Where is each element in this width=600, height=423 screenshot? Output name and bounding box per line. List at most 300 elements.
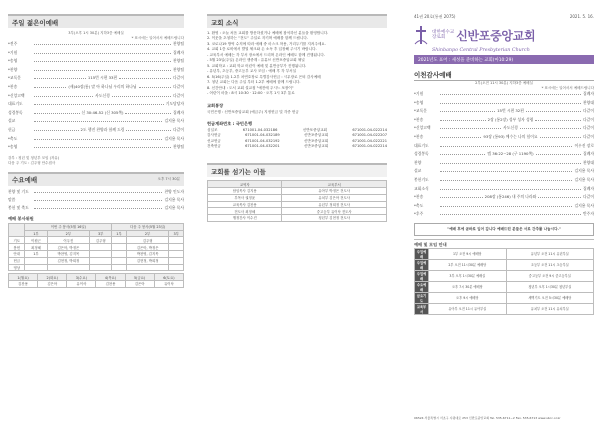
- servants-subhead: 3부: [90, 230, 112, 237]
- staff-row: [208, 215, 387, 222]
- order-dots-left: [34, 128, 79, 131]
- staff-cell: 행정간사 이수진: [208, 215, 282, 222]
- staff-cell: 유아부 박정은 전도사: [282, 187, 387, 194]
- order-row: [414, 203, 594, 212]
- order-label: 성경봉독: [414, 151, 429, 157]
- order-label: *기원: [8, 49, 18, 55]
- logo-prefix-1: 대한예수교: [432, 30, 455, 35]
- order-detail: 93장 (통93) 예수는 나의 힘이요: [483, 133, 538, 139]
- order-dots-left: [440, 135, 481, 138]
- order-leader: 다같이: [582, 116, 594, 122]
- order-leader: 찬양팀: [172, 66, 184, 72]
- servants-cell: [25, 264, 47, 271]
- news-item: 2. 이웃을 초청하는 ''전도'' 주일로 지키며 예배를 함께 드립니다.: [207, 36, 308, 41]
- order-row: [8, 41, 184, 50]
- staff-cell: 부목사 권정윤: [208, 194, 282, 201]
- order-dots-right: [535, 118, 581, 121]
- staff-cell: 중고등부 유이삭 전도사: [282, 208, 387, 215]
- servants-cell: 김주형: [126, 237, 169, 244]
- order-row: [8, 50, 184, 59]
- dept-name: 주일예배: [415, 270, 429, 281]
- order-label: *후주: [414, 211, 424, 217]
- order-detail: 115번 시편 33편: [87, 75, 118, 81]
- servants-cell: [47, 264, 90, 271]
- order-dots-left: [440, 195, 483, 198]
- order-label: 헌금: [8, 126, 16, 132]
- order-label: 성경봉독: [8, 109, 23, 115]
- dept-info-a: 2부 오전 11시30분 예배당: [429, 259, 507, 270]
- servants-role: 안내: [9, 250, 25, 257]
- order-row: [414, 194, 594, 203]
- account-no: 671001-04-032186: [242, 127, 278, 132]
- servants-cell: [169, 237, 184, 244]
- servants-next-week-head: 다음 주 봉사(5월 23일): [112, 223, 184, 230]
- staff-title: 교회를 섬기는 이들: [211, 167, 266, 176]
- order-detail: 사도신경: [95, 92, 110, 98]
- order-leader: 김지용 목사: [164, 118, 184, 124]
- order-row: [414, 108, 594, 117]
- order-row: [414, 100, 594, 109]
- order-leader: 다같이: [582, 194, 594, 200]
- servants-cell: 최정혜: [25, 244, 47, 251]
- account-no2: 671001-04-022214: [352, 127, 387, 132]
- order-row: [414, 186, 594, 195]
- order-label: *송영: [414, 99, 424, 105]
- order-leader: 다같이: [582, 125, 594, 131]
- order-label: 봉헌기도: [414, 176, 429, 182]
- order-label: 말씀: [8, 196, 16, 202]
- order-row: [8, 144, 184, 153]
- dept-row: [415, 270, 594, 281]
- bank-line: 국민은행 : 신반포중앙교회 (예금주) 지정헌금 및 각종 헌금: [207, 109, 299, 114]
- order-leader: 찬양대: [582, 159, 594, 165]
- news-item: 8. 신간안내 : 도서 교회 설교집 "예전에 주시느 포장이": [207, 85, 294, 90]
- order-leader: 찬양대: [582, 99, 594, 105]
- accounts-list: [207, 128, 387, 149]
- servants-cell: 박찬영, 김지목: [47, 250, 90, 257]
- servants-weekly-table: [8, 273, 184, 288]
- account-no2: 671001-04-022214: [352, 143, 387, 148]
- order-row: [414, 143, 594, 152]
- dept-info-a: 1부 오전 9시 예배당: [429, 248, 507, 259]
- order-label: *찬송: [414, 116, 424, 122]
- order-dots-left: [34, 111, 80, 114]
- order-row: [414, 211, 594, 220]
- servants-table: [8, 223, 184, 272]
- servants-role-head: [9, 223, 25, 237]
- order-label: *전주: [8, 41, 18, 46]
- logo-prefix: [432, 30, 454, 40]
- servants-cell: [169, 257, 184, 264]
- order-label: *기원: [414, 91, 424, 96]
- staff-row: [208, 194, 387, 201]
- order-label: *찬양: [8, 66, 18, 72]
- weekly-value: 김은아: [125, 281, 154, 288]
- church-news-list: [207, 31, 387, 97]
- wednesday-service-title: 수요예배: [12, 176, 38, 185]
- dept-name: 교육부서: [415, 303, 429, 314]
- order-row: [414, 160, 594, 169]
- servants-title: 예배 봉사위원: [8, 215, 34, 221]
- servants-cell: 박찬영, 김지목: [126, 250, 169, 257]
- account-name: 건축헌금: [207, 143, 221, 148]
- dept-name: 주일예배: [415, 259, 429, 270]
- order-leader: 다같이: [172, 83, 184, 89]
- dept-row: [415, 281, 594, 292]
- order-leader: 찬양팀: [172, 41, 184, 46]
- order-row: [8, 93, 184, 102]
- news-item: 6. 5/16(주일) 1.2부 차연호장로 특별감사헌금 : 시무장로 은퇴 감사예배: [207, 74, 321, 79]
- order-label: 찬양 및 기도: [8, 188, 29, 194]
- order-dots: [34, 42, 171, 45]
- order-dots-left: [34, 76, 86, 79]
- order-dots: [440, 204, 572, 207]
- dept-info-a: 3부 오후 1시30분 예배실: [429, 270, 507, 281]
- servants-cell: [90, 244, 112, 251]
- weekly-head: 4(목요): [96, 274, 125, 281]
- order-label: 교회소식: [414, 185, 429, 191]
- dept-row: [415, 248, 594, 259]
- youth-service-title: 주일 젊은이예배: [12, 18, 59, 27]
- order-leader: 집례자: [582, 91, 594, 96]
- order-row: [414, 134, 594, 143]
- order-row: [8, 136, 184, 145]
- dept-info-b: 새벽기도 오전 5시30분 예배당: [506, 292, 593, 303]
- servants-cell: [112, 250, 127, 257]
- order-label: *교독문: [8, 75, 21, 81]
- order-dots-right: [536, 152, 581, 155]
- dept-row: [415, 292, 594, 303]
- dept-name: 금요기도: [415, 292, 429, 303]
- youth-service-note: * 표시에는 일어서서 예배드립니다: [131, 36, 184, 40]
- servants-role: 봉헌: [9, 244, 25, 251]
- dept-name: 주일예배: [415, 248, 429, 259]
- order-leader: 다같이: [582, 133, 594, 139]
- order-dots-right: [526, 109, 581, 112]
- order-dots-right: [538, 195, 581, 198]
- order-dots: [440, 187, 581, 190]
- order-dots: [34, 119, 162, 122]
- order-label: 대표기도: [414, 142, 429, 148]
- order-label: *축도: [8, 135, 18, 141]
- order-label: *교독문: [414, 108, 427, 114]
- order-row: [414, 177, 594, 186]
- staff-col-head: 교역자: [208, 181, 282, 188]
- servants-cell: 이원근: [25, 237, 47, 244]
- servants-cell: [169, 264, 184, 271]
- order-dots-right: [520, 126, 581, 129]
- order-dots: [440, 169, 572, 172]
- dept-row: [415, 303, 594, 314]
- order-leader: 집례자: [172, 49, 184, 55]
- order-dots-left: [34, 85, 66, 88]
- servants-cell: 김현정, 박희정: [47, 257, 90, 264]
- order-row: [8, 118, 184, 127]
- servants-cell: [169, 250, 184, 257]
- youth-footnote-2: 다음 주 기도 : 김주형 안수집사: [8, 160, 56, 165]
- weekly-head: 6(토요): [154, 274, 183, 281]
- staff-cell: 담임목사 김지용: [208, 187, 282, 194]
- order-leader: 찬양팀: [172, 58, 184, 64]
- order-dots-right: [540, 135, 581, 138]
- weekly-value: 김은아: [38, 281, 67, 288]
- order-dots-right: [139, 85, 171, 88]
- order-dots: [34, 59, 171, 62]
- order-leader: 반주자: [582, 211, 594, 217]
- servants-role: 기도: [9, 237, 25, 244]
- servants-subhead: 1부: [112, 230, 127, 237]
- order-dots: [440, 161, 581, 164]
- servants-role: 영상: [9, 264, 25, 271]
- staff-row: [208, 187, 387, 194]
- order-leader: 찬양 인도자: [164, 188, 184, 194]
- staff-cell: 전도사 최정혜: [208, 208, 282, 215]
- panel-youth-service: [0, 0, 192, 423]
- order-dots: [440, 144, 572, 147]
- church-cross-icon: [414, 25, 428, 45]
- logo-prefix-2: 장로회: [432, 35, 446, 40]
- order-dots-left: [440, 109, 495, 112]
- servants-subhead: 2부: [47, 230, 90, 237]
- issue-line: [414, 14, 594, 20]
- order-label: *찬송: [8, 83, 18, 89]
- dept-info-b: 유치부 오전 11시 유치부실: [506, 303, 593, 314]
- order-dots: [34, 145, 171, 148]
- news-item: 5. 교회학교 : 교회 학교 어린이 예배 및 분반공부가 진행됩니다.: [207, 63, 307, 68]
- order-dots-right: [119, 76, 171, 79]
- dept-info-b: 청년부 오후 1시30분 청년부실: [506, 281, 593, 292]
- staff-row: [208, 201, 387, 208]
- dept-info-b: 중고등부 오전 9시 중고등부실: [506, 270, 593, 281]
- account-row: [207, 144, 387, 149]
- order-dots-right: [112, 94, 171, 97]
- order-leader: 김지용 목사: [574, 168, 594, 174]
- servants-cell: 김은아, 박정은: [47, 244, 90, 251]
- order-label: 찬양: [414, 159, 422, 165]
- order-dots: [34, 51, 171, 54]
- account-no: 671001-04-032192: [245, 138, 280, 143]
- order-label: *축도: [414, 202, 424, 208]
- servants-cell: [126, 264, 169, 271]
- servants-cell: [112, 237, 127, 244]
- order-leader: 다같이: [583, 108, 595, 114]
- news-item: 1. 환영 : 오늘 처음 교회를 방문하셨거나 예배에 참석하신 분들을 환영합니다.: [207, 31, 329, 35]
- weekly-value: 김찬용: [9, 281, 38, 288]
- servants-cell: [112, 244, 127, 251]
- order-leader: 기도담당자: [165, 101, 184, 107]
- order-dots: [34, 137, 162, 140]
- notice-box: "예배 후에 곧바로 입어 갑니다 예배드린 분들은 서로 간추를 나눕시다.": [414, 223, 594, 236]
- account-owner: 신반포중앙교회: [303, 138, 329, 143]
- servants-row: [9, 257, 184, 264]
- weekly-head: 5(금요): [125, 274, 154, 281]
- order-dots-left: [34, 94, 93, 97]
- weekly-value: 유이삭: [67, 281, 96, 288]
- order-dots: [440, 178, 572, 181]
- servants-cell: [90, 257, 112, 264]
- order-detail: 208장 (통246) 내 주의 나라와: [484, 194, 537, 200]
- order-leader: 김지용 목사: [574, 202, 594, 208]
- account-no: 671001-04-032189: [245, 133, 280, 138]
- youth-order-list: [8, 41, 184, 153]
- order-dots: [34, 68, 171, 71]
- bank-head: 교회통장: [207, 102, 224, 108]
- order-label: *송영: [8, 58, 18, 64]
- youth-footnote-1: 강부 : 청년 및 청년부 모임 (자유): [8, 155, 60, 160]
- servants-cell: 이우진: [47, 237, 90, 244]
- news-item: - 5월 23일(주일) 온라인 생중계 : 유튜브 신반포중앙교회 채널: [207, 58, 305, 63]
- order-dots-left: [440, 152, 485, 155]
- account-no2: 671001-04-022221: [352, 138, 387, 143]
- order-leader: 김지용 목사: [164, 196, 184, 202]
- order-detail: 사도신경: [503, 125, 518, 131]
- order-label: 설교: [414, 168, 422, 174]
- order-detail: 2도 행진 찬양과 함께 드림: [80, 126, 125, 132]
- order-row: [414, 91, 594, 100]
- staff-cell: 유년부 정희정 전도사: [282, 201, 387, 208]
- account-name: 선교헌금: [207, 138, 221, 143]
- footer-address: 06524 서울특별시 서초구 사평대로 253 신반포중앙교회 Tel. 535-6711~2 Fax. 535-6713 www.sbcc.or.kr: [414, 416, 561, 420]
- account-name: 감사헌금: [207, 133, 221, 138]
- order-leader: 다같이: [172, 126, 184, 132]
- order-leader: 김지용 목사: [574, 176, 594, 182]
- order-label: *신앙고백: [414, 125, 431, 131]
- news-item: 3. 코로나19 방역 수칙에 따라 예배 중 마스크 착용, 거리두기를 지켜주세요.: [207, 41, 326, 46]
- servants-role: 헌금: [9, 257, 25, 264]
- dept-header: 예배 및 모임 안내: [414, 239, 594, 248]
- servants-subhead: 3부: [169, 230, 184, 237]
- order-leader: 찬양팀: [172, 144, 184, 150]
- staff-cell: 청년부 김현정 전도사: [282, 215, 387, 222]
- servants-row: [9, 237, 184, 244]
- order-label: *찬송: [414, 133, 424, 139]
- year-theme-bar: 2021년도 표어 : 새성을 준비하는 교회(마10:29): [414, 55, 594, 64]
- order-dots-left: [440, 118, 486, 121]
- weekly-value: 유이삭: [154, 281, 183, 288]
- issue-number: 41권 20호(통권 2075): [414, 14, 456, 19]
- order-row: [8, 205, 184, 213]
- account-no: 671001-04-032201: [245, 143, 280, 148]
- order-dots: [440, 92, 581, 95]
- servants-cell: [169, 244, 184, 251]
- church-news-title: 교회 소식: [211, 18, 239, 27]
- dept-table: [414, 248, 594, 315]
- dept-row: [415, 259, 594, 270]
- order-dots: [34, 198, 162, 201]
- order-detail: 신 30:46-52 (신 305쪽): [81, 109, 124, 115]
- order-label: *찬송: [414, 194, 424, 200]
- church-logo: [414, 22, 594, 48]
- order-dots: [440, 212, 581, 215]
- order-row: [8, 197, 184, 205]
- main-order-list: [414, 91, 594, 220]
- order-leader: 김지용 목사: [164, 204, 184, 210]
- order-row: [414, 151, 594, 160]
- news-item: - 어린이 마을 : 8시 10:30 · 12:00 · 오후 1시 3부 통로: [207, 91, 295, 96]
- order-row: [8, 58, 184, 67]
- dept-name: 수요예배: [415, 281, 429, 292]
- order-row: [8, 75, 184, 84]
- order-detail: 엡 36:22~28 (구 1190쪽): [487, 151, 534, 157]
- order-row: [8, 110, 184, 119]
- account-no2: 671001-04-022207: [352, 133, 387, 138]
- servants-cell: 김주형: [90, 237, 112, 244]
- dept-info-b: 초등부 오전 11시 초등부실: [506, 259, 593, 270]
- order-detail: 2장 (통2장) 성부 성자 성령: [487, 116, 534, 122]
- weekly-value: 김찬용: [96, 281, 125, 288]
- order-leader: 집례자: [583, 151, 595, 157]
- dept-info-b: 유년부 오전 11시 유년부실: [506, 248, 593, 259]
- order-dots-right: [125, 111, 171, 114]
- servants-cell: [25, 257, 47, 264]
- order-label: 설교: [8, 118, 16, 124]
- dept-info-a: 오후 9시 예배당: [429, 292, 507, 303]
- order-leader: 이우진 장로: [574, 142, 594, 148]
- order-leader: 집례자: [582, 185, 594, 191]
- order-row: [8, 84, 184, 93]
- main-service-note: * 표시에는 일어서서 예배드립니다: [541, 86, 594, 90]
- order-dots-right: [126, 128, 171, 131]
- servants-cell: [90, 264, 112, 271]
- order-label: 봉헌 및 축도: [8, 204, 29, 210]
- church-english-name: Shinbanpo Central Presbyterian Church: [432, 48, 530, 53]
- church-name: 신반포중앙교회: [456, 28, 536, 43]
- servants-this-week-head: 이번 주 봉사(5월 16일): [25, 223, 112, 230]
- staff-row: [208, 208, 387, 215]
- news-item: 7. 청년 교회는 다음 주일 부터 1.2부 예배에 함께 드립니다.: [207, 80, 301, 85]
- servants-cell: 1부: [25, 250, 47, 257]
- main-service-time: 2부(오전 11시 30분) 지하3층 예배실: [475, 81, 533, 85]
- dept-info-a: 유아부 오전 11시 유아부실: [429, 303, 507, 314]
- servants-row: [9, 264, 184, 271]
- order-detail: (새)40장(통) 말 아 하나님 우리의 하나님: [68, 83, 137, 89]
- church-news-header: [207, 14, 387, 28]
- order-row: [8, 189, 184, 197]
- weekly-head: 2(화요): [38, 274, 67, 281]
- servants-cell: 김은아, 박정은: [126, 244, 169, 251]
- order-row: [414, 168, 594, 177]
- issue-date: 2021. 5. 16.: [569, 14, 594, 19]
- staff-col-head: 교육부서: [282, 181, 387, 188]
- servants-row: [9, 244, 184, 251]
- panel-church-news: [201, 0, 393, 423]
- order-leader: 김지용 목사: [164, 135, 184, 141]
- order-leader: 집례자: [172, 109, 184, 115]
- order-row: [414, 117, 594, 126]
- weekly-head: 3(수요): [67, 274, 96, 281]
- order-dots-left: [440, 126, 501, 129]
- account-owner: 신반포중앙교회: [303, 143, 329, 148]
- servants-cell: 김현정, 박희정: [126, 257, 169, 264]
- order-row: [8, 101, 184, 110]
- order-leader: 다같이: [172, 75, 184, 81]
- main-service-title: 이천감사예배: [414, 70, 594, 81]
- youth-service-header: [8, 14, 184, 28]
- servants-subhead: 2부: [126, 230, 169, 237]
- order-dots: [34, 102, 164, 105]
- servants-cell: [112, 257, 127, 264]
- staff-header: [207, 163, 387, 177]
- wednesday-service-header: [8, 172, 184, 186]
- order-row: [8, 67, 184, 76]
- accounts-head: 헌금계좌번호 : 국민은행: [207, 120, 253, 126]
- news-item: - 교육부서 예배는 각 부서 장소에서 드리며 온라인 예배도 함께 진행됩니다.: [207, 52, 326, 57]
- panel-cover: [406, 0, 600, 423]
- news-item: 4. 교회 1층 로비에서 발열 체크와 손 소독 후 입장해 주시기 바랍니다.: [207, 47, 317, 52]
- dept-info-a: 오후 7시 30분 예배당: [429, 281, 507, 292]
- staff-cell: 교육목사 김찬용: [208, 201, 282, 208]
- youth-service-time: 3부(오후 1시 30분) 지하3층 예배실: [68, 31, 124, 35]
